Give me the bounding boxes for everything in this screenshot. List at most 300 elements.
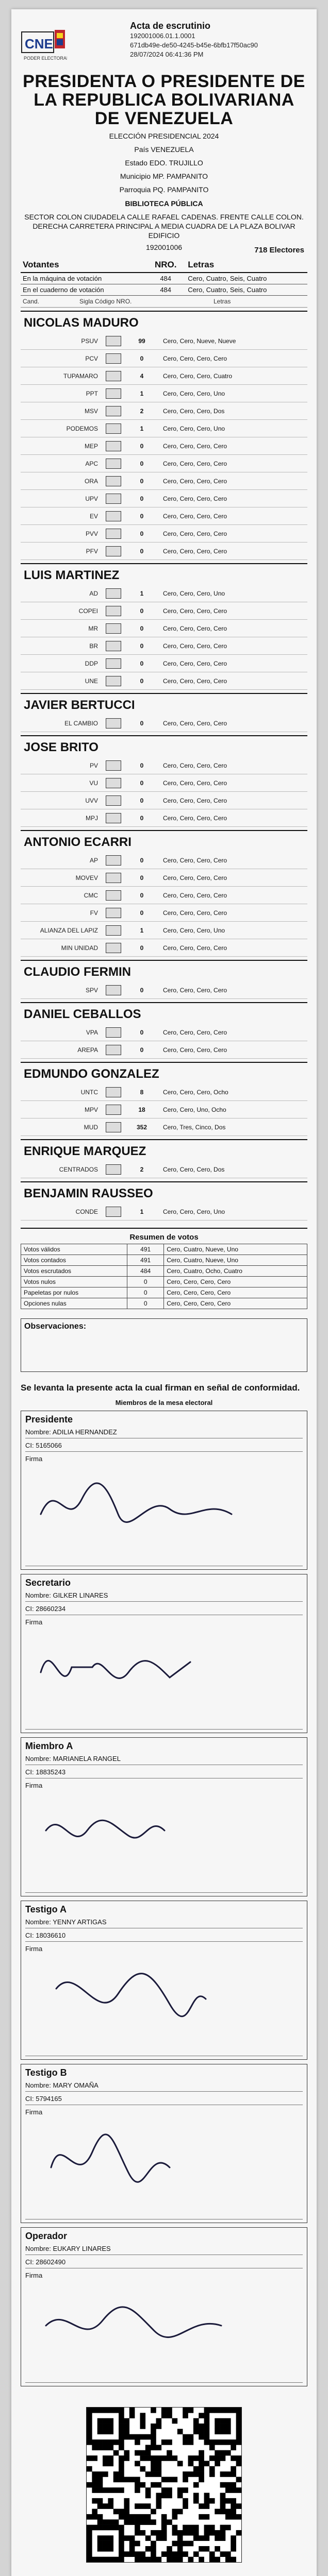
party-votos: 0 — [140, 986, 144, 994]
party-row — [21, 1024, 307, 1041]
party-logo-icon — [103, 510, 124, 522]
party-row — [21, 637, 307, 655]
party-sigla: MIN UNIDAD — [61, 944, 98, 952]
party-row — [21, 1041, 307, 1059]
col-letras: Letras — [186, 258, 307, 273]
summary-letras: Cero, Cuatro, Nueve, Uno — [164, 1255, 307, 1266]
party-logo-icon — [103, 405, 124, 417]
party-logo-icon — [103, 907, 124, 919]
member-name: Nombre: MARY OMAÑA — [25, 2081, 303, 2092]
party-letras: Cero, Cero, Cero, Cero — [163, 659, 227, 667]
party-logo-icon — [103, 457, 124, 470]
party-logo-icon — [103, 622, 124, 635]
summary-label: Papeletas por nulos — [21, 1287, 127, 1298]
party-logo-icon — [103, 605, 124, 617]
party-letras: Cero, Cero, Cero, Cero — [163, 512, 227, 520]
party-row — [21, 332, 307, 350]
party-votos: 0 — [140, 909, 144, 917]
party-sigla: ALIANZA DEL LAPIZ — [40, 926, 98, 934]
handwritten-signature — [36, 1631, 242, 1719]
party-votos: 1 — [140, 926, 144, 934]
party-sigla: FV — [90, 909, 98, 917]
party-row — [21, 1161, 307, 1178]
candidate-name: ANTONIO ECARRI — [21, 830, 307, 852]
party-votos: 0 — [140, 891, 144, 899]
cne-logo — [21, 28, 67, 65]
votantes-row — [21, 284, 307, 296]
party-row — [21, 1101, 307, 1118]
member-name: Nombre: GILKER LINARES — [25, 1591, 303, 1602]
party-logo-icon — [103, 440, 124, 452]
party-row — [21, 715, 307, 732]
party-sigla: PPT — [86, 389, 98, 397]
summary-table — [21, 1244, 307, 1309]
state-line: Estado EDO. TRUJILLO — [125, 159, 203, 167]
summary-row — [21, 1287, 307, 1298]
party-sigla: COPEI — [78, 607, 98, 615]
acta-title: Acta de escrutinio — [130, 21, 211, 31]
parish-line: Parroquia PQ. PAMPANITO — [119, 185, 209, 194]
party-logo-icon — [103, 370, 124, 382]
summary-label: Votos escrutados — [21, 1266, 127, 1277]
party-sigla: PSUV — [81, 337, 98, 345]
member-firma-label: Firma — [25, 1782, 43, 1789]
electores-count: 718 Electores — [254, 246, 304, 255]
summary-label: Votos nulos — [21, 1277, 127, 1287]
party-votos: 0 — [140, 624, 144, 632]
party-letras: Cero, Cero, Cero, Cero — [163, 677, 227, 685]
summary-nro: 0 — [127, 1287, 164, 1298]
party-sigla: CONDE — [75, 1208, 98, 1215]
summary-nro: 0 — [127, 1277, 164, 1287]
party-sigla: MOVEV — [75, 874, 98, 882]
party-logo-icon — [103, 984, 124, 996]
candidates-list — [21, 311, 307, 1221]
member-role: Operador — [25, 2231, 68, 2241]
party-row — [21, 1203, 307, 1221]
votantes-table — [21, 258, 307, 296]
party-logo-icon — [103, 812, 124, 824]
party-letras: Cero, Cero, Cero, Uno — [163, 425, 225, 432]
candidate-name: NICOLAS MADURO — [21, 311, 307, 332]
party-votos: 8 — [140, 1088, 144, 1096]
party-row — [21, 585, 307, 602]
col-nro: NRO. — [145, 258, 186, 273]
party-row — [21, 939, 307, 957]
party-logo-icon — [103, 587, 124, 600]
party-letras: Cero, Cero, Cero, Ocho — [163, 1088, 228, 1096]
party-letras: Cero, Cero, Nueve, Nueve — [163, 337, 236, 345]
party-votos: 0 — [140, 659, 144, 667]
party-row — [21, 1118, 307, 1136]
party-sigla: MPJ — [86, 814, 98, 822]
party-sigla: UNTC — [80, 1088, 98, 1096]
summary-row — [21, 1244, 307, 1255]
candidate-name: LUIS MARTINEZ — [21, 563, 307, 585]
party-sigla: MPV — [84, 1106, 98, 1113]
party-sigla: CMC — [84, 891, 98, 899]
party-letras: Cero, Cero, Cero, Cero — [163, 779, 227, 787]
summary-nro: 484 — [127, 1266, 164, 1277]
party-logo-icon — [103, 854, 124, 867]
member-ci: CI: 5165066 — [25, 1442, 303, 1452]
party-row — [21, 792, 307, 809]
member-signature — [25, 1953, 303, 2056]
member-firma-label: Firma — [25, 1945, 43, 1953]
acta-hash-top: 671db49e-de50-4245-b45e-6bfb17f50ac90 — [130, 41, 258, 49]
party-votos: 1 — [140, 1208, 144, 1215]
party-letras: Cero, Cero, Cero, Cero — [163, 607, 227, 615]
party-sigla: PVV — [85, 530, 98, 537]
election-sub: ELECCIÓN PRESIDENCIAL 2024 — [109, 132, 219, 140]
member-name: Nombre: ADILIA HERNANDEZ — [25, 1428, 303, 1438]
party-votos: 0 — [140, 495, 144, 502]
party-sigla: AREPA — [77, 1046, 98, 1054]
party-logo-icon — [103, 942, 124, 954]
member-block — [21, 1411, 307, 1570]
party-logo-icon — [103, 717, 124, 730]
party-row — [21, 543, 307, 560]
party-logo-icon — [103, 545, 124, 557]
party-sigla: AP — [89, 856, 98, 864]
party-row — [21, 774, 307, 792]
party-sigla: BR — [89, 642, 98, 650]
member-role: Miembro A — [25, 1741, 73, 1751]
party-letras: Cero, Cero, Cero, Cuatro — [163, 372, 233, 380]
party-row — [21, 402, 307, 420]
party-votos: 0 — [140, 944, 144, 952]
party-letras: Cero, Cero, Cero, Cero — [163, 642, 227, 650]
party-sigla: TUPAMARO — [63, 372, 98, 380]
party-sigla: DDP — [85, 659, 98, 667]
qr-code — [86, 2407, 242, 2563]
handwritten-signature — [36, 2121, 242, 2209]
party-row — [21, 809, 307, 827]
party-row — [21, 869, 307, 887]
party-logo-icon — [103, 794, 124, 807]
party-votos: 0 — [140, 607, 144, 615]
party-votos: 4 — [140, 372, 144, 380]
party-sigla: MR — [88, 624, 98, 632]
party-votos: 0 — [140, 1028, 144, 1036]
party-sigla: MSV — [84, 407, 98, 415]
party-letras: Cero, Cero, Cero, Cero — [163, 986, 227, 994]
summary-letras: Cero, Cero, Cero, Cero — [164, 1277, 307, 1287]
party-votos: 99 — [138, 337, 145, 345]
party-logo-icon — [103, 777, 124, 789]
party-row — [21, 852, 307, 869]
member-signature — [25, 2279, 303, 2383]
member-ci: CI: 18835243 — [25, 1768, 303, 1778]
handwritten-signature — [36, 2284, 242, 2372]
party-letras: Cero, Cero, Cero, Cero — [163, 856, 227, 864]
observaciones-label: Observaciones: — [24, 1322, 87, 1331]
party-logo-icon — [103, 1121, 124, 1133]
member-name: Nombre: YENNY ARTIGAS — [25, 1918, 303, 1928]
party-logo-icon — [103, 657, 124, 670]
party-letras: Cero, Cero, Cero, Cero — [163, 1028, 227, 1036]
party-logo-icon — [103, 528, 124, 540]
party-letras: Cero, Cero, Cero, Cero — [163, 814, 227, 822]
party-row — [21, 507, 307, 525]
party-votos: 0 — [140, 547, 144, 555]
party-logo-icon — [103, 924, 124, 937]
party-logo-icon — [103, 335, 124, 347]
member-signature — [25, 2116, 303, 2219]
member-name: Nombre: MARIANELA RANGEL — [25, 1755, 303, 1765]
party-letras: Cero, Cero, Cero, Cero — [163, 909, 227, 917]
party-votos: 0 — [140, 677, 144, 685]
summary-row — [21, 1266, 307, 1277]
votantes-row — [21, 273, 307, 284]
sub-letras: Letras — [214, 298, 231, 305]
party-sigla: APC — [85, 460, 98, 467]
party-logo-icon — [103, 422, 124, 435]
party-letras: Cero, Cero, Uno, Ocho — [163, 1106, 226, 1113]
party-logo-icon — [103, 675, 124, 687]
member-block — [21, 2064, 307, 2223]
party-letras: Cero, Cero, Cero, Cero — [163, 891, 227, 899]
party-votos: 0 — [140, 1046, 144, 1054]
cne-logo-sub: PODER ELECTORAL — [24, 56, 67, 61]
party-letras: Cero, Cero, Cero, Cero — [163, 1046, 227, 1054]
party-sigla: EV — [89, 512, 98, 520]
party-votos: 2 — [140, 1165, 144, 1173]
party-votos: 0 — [140, 530, 144, 537]
votantes-label: En la máquina de votación — [21, 273, 145, 284]
summary-label: Votos válidos — [21, 1244, 127, 1255]
party-votos: 0 — [140, 796, 144, 804]
party-sigla: MUD — [84, 1123, 98, 1131]
candidates-subheader — [21, 296, 307, 308]
cne-logo-text: CNE — [25, 36, 53, 52]
member-firma-label: Firma — [25, 1618, 43, 1626]
party-letras: Cero, Cero, Cero, Cero — [163, 442, 227, 450]
summary-letras: Cero, Cero, Cero, Cero — [164, 1298, 307, 1309]
handwritten-signature — [36, 1958, 242, 2045]
summary-row — [21, 1298, 307, 1309]
candidate-name: JAVIER BERTUCCI — [21, 693, 307, 715]
members-list — [21, 1411, 307, 2386]
party-votos: 1 — [140, 389, 144, 397]
party-sigla: SPV — [85, 986, 98, 994]
summary-letras: Cero, Cero, Cero, Cero — [164, 1287, 307, 1298]
party-votos: 18 — [138, 1106, 145, 1113]
member-role: Presidente — [25, 1414, 73, 1425]
municipality-line: Municipio MP. PAMPANITO — [120, 172, 208, 180]
handwritten-signature — [36, 1794, 242, 1882]
party-sigla: AD — [89, 589, 98, 597]
party-row — [21, 420, 307, 437]
party-letras: Cero, Cero, Cero, Cero — [163, 624, 227, 632]
party-letras: Cero, Cero, Cero, Cero — [163, 796, 227, 804]
party-votos: 0 — [140, 477, 144, 485]
candidate-name: BENJAMIN RAUSSEO — [21, 1181, 307, 1203]
party-logo-icon — [103, 1044, 124, 1056]
party-votos: 1 — [140, 425, 144, 432]
party-votos: 0 — [140, 761, 144, 769]
party-letras: Cero, Cero, Cero, Dos — [163, 1165, 225, 1173]
acta-receipt — [11, 9, 317, 2576]
votantes-nro: 484 — [145, 273, 186, 284]
party-row — [21, 455, 307, 472]
center-address: SECTOR COLON CIUDADELA CALLE RAFAEL CADENAS. FRENTE CALLE COLON. DERECHA CARRETERA PRINCIPAL A MEDIA CUADRA DE LA PLAZA BOLIVAR EDIFICIO — [24, 213, 304, 240]
sub-cand: Cand. — [23, 298, 40, 305]
votantes-letras: Cero, Cuatro, Seis, Cuatro — [186, 273, 307, 284]
summary-title: Resumen de votos — [21, 1228, 307, 1242]
handwritten-signature — [36, 1468, 242, 1555]
votantes-letras: Cero, Cuatro, Seis, Cuatro — [186, 284, 307, 296]
party-row — [21, 981, 307, 999]
party-sigla: PFV — [86, 547, 98, 555]
candidate-name: CLAUDIO FERMIN — [21, 960, 307, 981]
member-signature — [25, 1626, 303, 1730]
party-row — [21, 922, 307, 939]
member-firma-label: Firma — [25, 2272, 43, 2279]
members-title: Miembros de la mesa electoral — [115, 1399, 213, 1406]
party-votos: 0 — [140, 354, 144, 362]
party-row — [21, 602, 307, 620]
summary-letras: Cero, Cuatro, Nueve, Uno — [164, 1244, 307, 1255]
member-firma-label: Firma — [25, 1455, 43, 1463]
party-letras: Cero, Cero, Cero, Cero — [163, 477, 227, 485]
party-row — [21, 672, 307, 690]
party-logo-icon — [103, 387, 124, 400]
party-letras: Cero, Cero, Cero, Cero — [163, 761, 227, 769]
party-letras: Cero, Cero, Cero, Uno — [163, 926, 225, 934]
acta-meta — [130, 21, 305, 59]
party-row — [21, 350, 307, 367]
party-logo-icon — [103, 352, 124, 365]
member-signature — [25, 1789, 303, 1893]
party-row — [21, 904, 307, 922]
party-votos: 352 — [136, 1123, 147, 1131]
member-ci: CI: 18036610 — [25, 1931, 303, 1942]
party-sigla: UVV — [85, 796, 98, 804]
party-sigla: CENTRADOS — [59, 1165, 98, 1173]
party-row — [21, 1083, 307, 1101]
member-ci: CI: 28660234 — [25, 1605, 303, 1615]
member-ci: CI: 5794165 — [25, 2095, 303, 2105]
candidate-name: EDMUNDO GONZALEZ — [21, 1062, 307, 1083]
election-title: PRESIDENTA O PRESIDENTE DE LA REPUBLICA BOLIVARIANA DE VENEZUELA — [23, 72, 305, 128]
party-letras: Cero, Cero, Cero, Cero — [163, 944, 227, 952]
party-letras: Cero, Tres, Cinco, Dos — [163, 1123, 226, 1131]
party-letras: Cero, Cero, Cero, Cero — [163, 719, 227, 727]
party-letras: Cero, Cero, Cero, Dos — [163, 407, 225, 415]
party-votos: 0 — [140, 442, 144, 450]
party-row — [21, 385, 307, 402]
center-name: BIBLIOTECA PÚBLICA — [125, 199, 203, 208]
member-ci: CI: 28602490 — [25, 2258, 303, 2268]
member-role: Testigo B — [25, 2067, 67, 2078]
party-letras: Cero, Cero, Cero, Cero — [163, 354, 227, 362]
member-firma-label: Firma — [25, 2108, 43, 2116]
center-code: 192001006 — [145, 243, 183, 251]
party-votos: 0 — [140, 856, 144, 864]
party-votos: 1 — [140, 589, 144, 597]
party-votos: 0 — [140, 719, 144, 727]
candidate-name: JOSE BRITO — [21, 735, 307, 757]
member-role: Testigo A — [25, 1904, 67, 1914]
party-logo-icon — [103, 872, 124, 884]
summary-nro: 0 — [127, 1298, 164, 1309]
col-votantes: Votantes — [21, 258, 145, 273]
party-letras: Cero, Cero, Cero, Uno — [163, 389, 225, 397]
party-sigla: VPA — [86, 1028, 98, 1036]
party-row — [21, 490, 307, 507]
party-row — [21, 620, 307, 637]
party-logo-icon — [103, 759, 124, 772]
party-sigla: MEP — [84, 442, 98, 450]
party-letras: Cero, Cero, Cero, Cero — [163, 530, 227, 537]
candidate-name: DANIEL CEBALLOS — [21, 1002, 307, 1024]
party-logo-icon — [103, 1026, 124, 1039]
member-signature — [25, 1463, 303, 1566]
summary-nro: 491 — [127, 1255, 164, 1266]
party-letras: Cero, Cero, Cero, Cero — [163, 495, 227, 502]
acta-datetime: 28/07/2024 06:41:36 PM — [130, 50, 204, 58]
summary-label: Votos contados — [21, 1255, 127, 1266]
party-row — [21, 757, 307, 774]
conformity-text: Se levanta la presente acta la cual firman en señal de conformidad. — [21, 1383, 300, 1393]
party-logo-icon — [103, 1163, 124, 1176]
party-letras: Cero, Cero, Cero, Cero — [163, 874, 227, 882]
candidate-name: ENRIQUE MARQUEZ — [21, 1139, 307, 1161]
votantes-label: En el cuaderno de votación — [21, 284, 145, 296]
member-block — [21, 1737, 307, 1896]
party-sigla: PODEMOS — [66, 425, 98, 432]
summary-row — [21, 1255, 307, 1266]
party-logo-icon — [103, 1104, 124, 1116]
sub-sigla: Sigla Código NRO. — [79, 298, 132, 305]
summary-row — [21, 1277, 307, 1287]
party-sigla: PV — [89, 761, 98, 769]
party-votos: 0 — [140, 874, 144, 882]
party-letras: Cero, Cero, Cero, Cero — [163, 547, 227, 555]
party-votos: 0 — [140, 779, 144, 787]
member-block — [21, 1574, 307, 1733]
observaciones-box — [21, 1318, 307, 1372]
party-row — [21, 367, 307, 385]
country-line: País VENEZUELA — [134, 145, 194, 154]
acta-code: 192001006.01.1.0001 — [130, 32, 195, 40]
party-sigla: EL CAMBIO — [64, 719, 98, 727]
party-logo-icon — [103, 889, 124, 902]
party-letras: Cero, Cero, Cero, Uno — [163, 1208, 225, 1215]
member-block — [21, 1901, 307, 2060]
party-votos: 0 — [140, 512, 144, 520]
party-logo-icon — [103, 475, 124, 487]
summary-nro: 491 — [127, 1244, 164, 1255]
party-sigla: UPV — [85, 495, 98, 502]
party-votos: 0 — [140, 814, 144, 822]
party-row — [21, 887, 307, 904]
party-letras: Cero, Cero, Cero, Uno — [163, 589, 225, 597]
party-votos: 0 — [140, 460, 144, 467]
votantes-nro: 484 — [145, 284, 186, 296]
party-row — [21, 655, 307, 672]
member-block — [21, 2227, 307, 2386]
party-letras: Cero, Cero, Cero, Cero — [163, 460, 227, 467]
party-sigla: UNE — [85, 677, 98, 685]
party-sigla: VU — [89, 779, 98, 787]
party-sigla: PCV — [85, 354, 98, 362]
party-logo-icon — [103, 1086, 124, 1098]
party-sigla: ORA — [84, 477, 98, 485]
party-votos: 0 — [140, 642, 144, 650]
party-votos: 2 — [140, 407, 144, 415]
